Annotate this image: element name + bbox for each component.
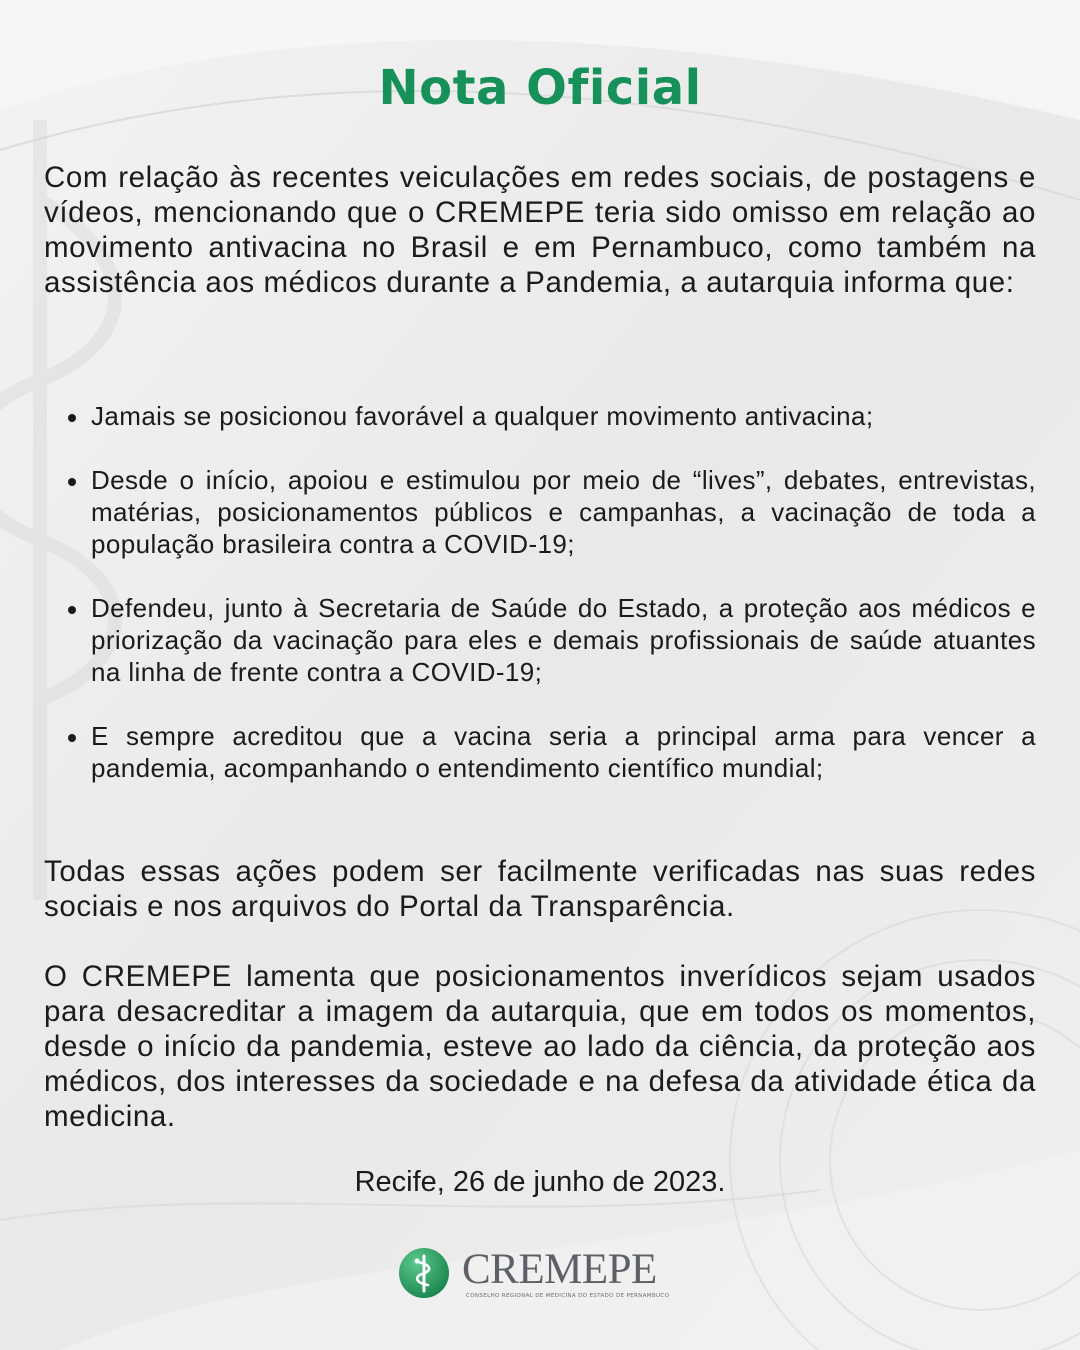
logo-subtitle: CONSELHO REGIONAL DE MEDICINA DO ESTADO DE PERNAMBUCO: [466, 1293, 670, 1299]
caduceus-icon: [398, 1247, 450, 1299]
cremepe-logo: [398, 1245, 688, 1305]
list-item: E sempre acreditou que a vacina seria a principal arma para vencer a pandemia, acompanhando o entendimento científico mundial;: [58, 720, 1036, 784]
intro-paragraph: Com relação às recentes veiculações em redes sociais, de postagens e vídeos, mencionando que o CREMEPE teria sido omisso em relação ao movimento antivacina no Brasil e em Pernambuco, como também na assistência aos médicos durante a Pandemia, a autarquia informa que:: [44, 161, 1036, 299]
signature-date: Recife, 26 de junho de 2023.: [354, 1166, 726, 1198]
list-item: Jamais se posicionou favorável a qualquer movimento antivacina;: [58, 400, 1036, 432]
page-title: Nota Oficial: [378, 60, 702, 116]
list-item: Desde o início, apoiou e estimulou por meio de “lives”, debates, entrevistas, matérias, posicionamentos públicos e campanhas, a vacinação de toda a população brasileira contra a COVID-19;: [58, 464, 1036, 560]
logo-wordmark: CREMEPE: [462, 1246, 657, 1293]
closing-paragraph: O CREMEPE lamenta que posicionamentos inverídicos sejam usados para desacreditar a imagem da autarquia, que em todos os momentos, desde o início da pandemia, esteve ao lado da ciência, da proteção aos médicos, dos interesses da sociedade e na defesa da atividade ética da medicina.: [44, 960, 1036, 1133]
list-item: Defendeu, junto à Secretaria de Saúde do Estado, a proteção aos médicos e priorização da vacinação para eles e demais profissionais de saúde atuantes na linha de frente contra a COVID-19;: [58, 592, 1036, 688]
bullet-list: [58, 400, 1036, 816]
closing-paragraph: Todas essas ações podem ser facilmente verificadas nas suas redes sociais e nos arquivos do Portal da Transparência.: [44, 855, 1036, 923]
